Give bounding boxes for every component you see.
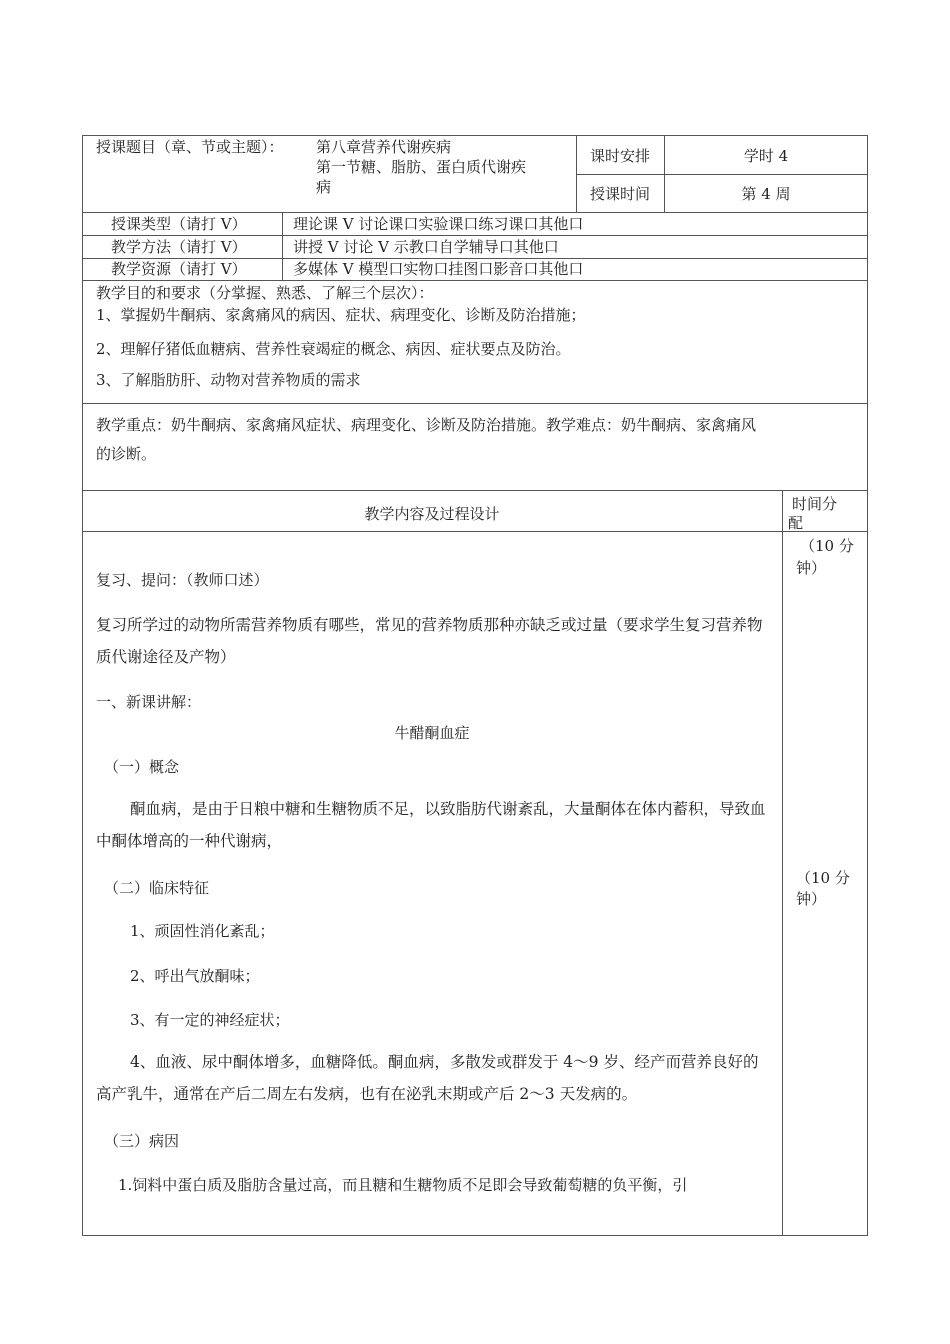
section-title: 第一节糖、脂肪、蛋白质代谢疾 xyxy=(316,158,527,176)
resource-value: 多媒体 V 模型口实物口挂图口影音口其他口 xyxy=(293,260,584,278)
objective-item: 2、理解仔猪低血糖病、营养性衰竭症的概念、病因、症状要点及防治。 xyxy=(96,340,571,358)
content-title: 教学内容及过程设计 xyxy=(364,505,500,523)
time-label: 授课时间 xyxy=(589,185,650,203)
clinical-item: 3、有一定的神经症状； xyxy=(130,1011,290,1029)
topic-label: 授课题目（章、节或主题）： xyxy=(96,138,284,156)
review-heading: 复习、提问：（教师口述） xyxy=(96,571,269,589)
objective-item: 1、掌握奶牛酮病、家禽痛风的病因、症状、病理变化、诊断及防治措施； xyxy=(96,306,586,324)
method-label: 教学方法（请打 V） xyxy=(111,238,247,256)
divider xyxy=(82,235,868,236)
schedule-label: 课时安排 xyxy=(589,147,650,165)
divider xyxy=(82,531,868,532)
divider xyxy=(82,490,868,491)
key-points-cont: 的诊断。 xyxy=(96,445,157,463)
type-value: 理论课 V 讨论课口实验课口练习课口其他口 xyxy=(293,215,584,233)
section-title-cont: 病 xyxy=(316,178,332,196)
objectives-heading: 教学目的和要求（分掌握、熟悉、了解三个层次）： xyxy=(96,284,434,302)
time-note: （10 分 xyxy=(800,537,854,555)
cause-heading: （三）病因 xyxy=(104,1132,180,1150)
time-note-cont: 钟） xyxy=(796,559,827,577)
divider xyxy=(82,403,868,404)
disease-title: 牛醋酮血症 xyxy=(394,724,470,742)
cause-item: 1.饲料中蛋白质及脂肪含量过高，而且糖和生糖物质不足即会导致葡萄糖的负平衡，引 xyxy=(118,1176,688,1194)
concept-text: 酮血病，是由于日粮中糖和生糖物质不足，以致脂肪代谢紊乱，大量酮体在体内蓄积，导致血中酮体增高的一种代谢病， xyxy=(96,800,766,850)
clinical-item: 4、血液、尿中酮体增多，血糖降低。酮血病，多散发或群发于 4〜9 岁、经产而营养良好的高产乳牛，通常在产后二周左右发病，也有在泌乳末期或产后 2〜3 天发病的。 xyxy=(96,1053,759,1103)
resource-label: 教学资源（请打 V） xyxy=(111,260,247,278)
method-value: 讲授 V 讨论 V 示教口自学辅导口其他口 xyxy=(293,238,559,256)
clinical-heading: （二）临床特征 xyxy=(104,879,210,897)
clinical-item: 1、顽固性消化紊乱； xyxy=(130,922,275,940)
divider xyxy=(282,212,283,280)
type-label: 授课类型（请打 V） xyxy=(111,215,247,233)
key-points: 教学重点：奶牛酮病、家禽痛风症状、病理变化、诊断及防治措施。教学难点：奶牛酮病、家禽痛风 xyxy=(96,416,757,434)
divider xyxy=(82,212,868,213)
time-note: （10 分 xyxy=(796,869,850,887)
new-lesson-heading: 一、新课讲解： xyxy=(96,693,202,711)
divider xyxy=(782,490,783,1236)
schedule-value: 学时 4 xyxy=(743,147,789,165)
review-text: 复习所学过的动物所需营养物质有哪些，常见的营养物质那种亦缺乏或过量（要求学生复习营养物质代谢途径及产物） xyxy=(96,616,763,666)
concept-heading: （一）概念 xyxy=(104,758,180,776)
time-note-cont: 钟） xyxy=(796,890,827,908)
chapter-title: 第八章营养代谢疾病 xyxy=(316,138,452,156)
time-value: 第 4 周 xyxy=(741,185,791,203)
objective-item: 3、了解脂肪肝、动物对营养物质的需求 xyxy=(96,371,361,389)
time-allocation-heading-cont: 配 xyxy=(788,514,804,532)
divider xyxy=(82,280,868,281)
time-allocation-heading: 时间分 xyxy=(792,495,838,513)
clinical-item: 2、呼出气放酮味； xyxy=(130,967,260,985)
divider xyxy=(576,174,868,175)
